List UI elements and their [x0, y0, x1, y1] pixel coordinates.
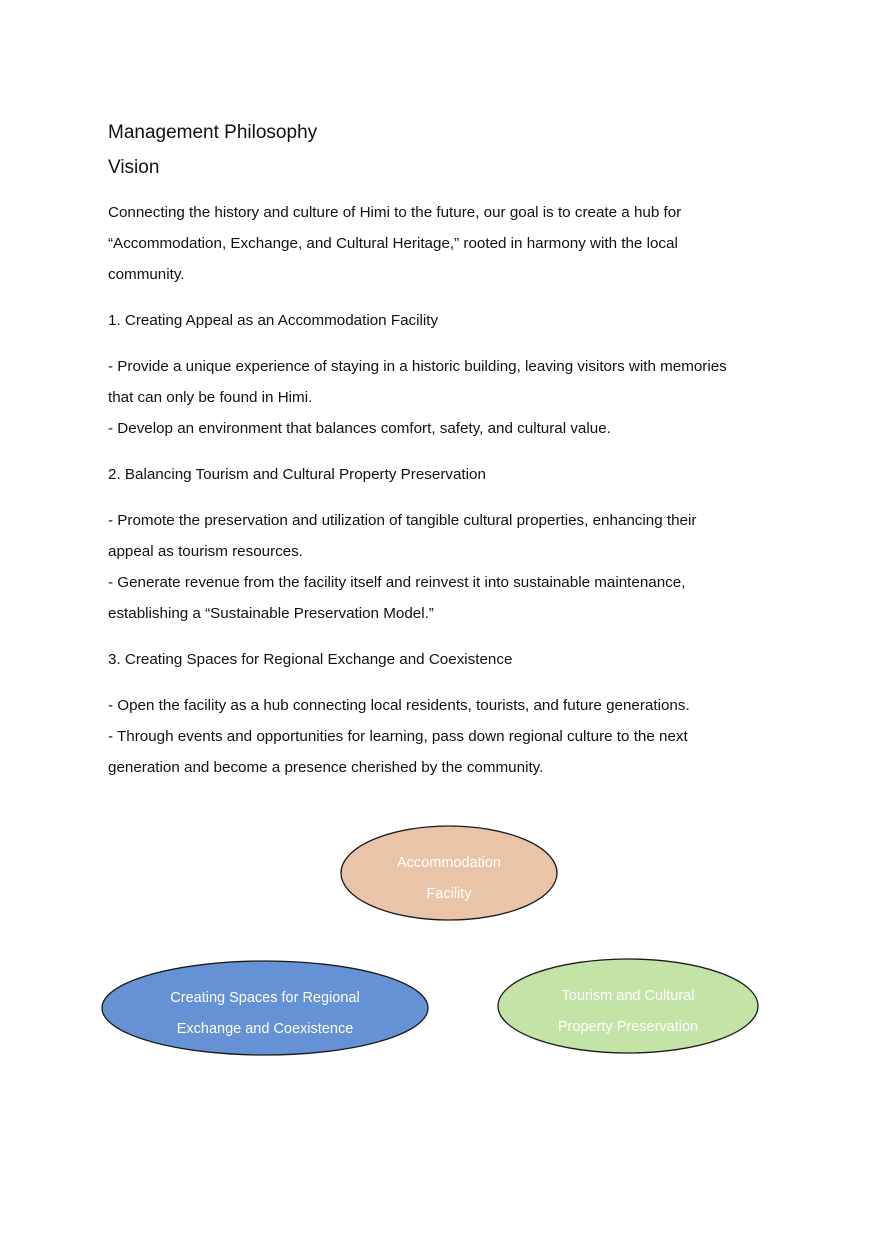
- section-line: generation and become a presence cherished by the community.: [108, 759, 544, 776]
- page-subtitle: Vision: [108, 157, 160, 178]
- section-line: that can only be found in Himi.: [108, 389, 313, 406]
- section-line: - Generate revenue from the facility itself and reinvest it into sustainable maintenance,: [108, 574, 686, 591]
- ellipse-label: Facility: [426, 886, 472, 902]
- section-line: - Promote the preservation and utilization of tangible cultural properties, enhancing their: [108, 512, 697, 529]
- ellipse-label: Tourism and Cultural: [561, 988, 695, 1004]
- regional-exchange-ellipse: [102, 961, 428, 1055]
- section-line: - Open the facility as a hub connecting local residents, tourists, and future generations.: [108, 697, 690, 714]
- tourism-preservation-ellipse: [498, 959, 758, 1053]
- section-line: - Provide a unique experience of staying in a historic building, leaving visitors with memories: [108, 358, 727, 375]
- section-line: establishing a “Sustainable Preservation Model.”: [108, 605, 434, 622]
- accommodation-ellipse: [341, 826, 557, 920]
- section-line: - Develop an environment that balances comfort, safety, and cultural value.: [108, 420, 611, 437]
- intro-line: Connecting the history and culture of Himi to the future, our goal is to create a hub for: [108, 204, 682, 221]
- section-heading: 3. Creating Spaces for Regional Exchange and Coexistence: [108, 651, 513, 668]
- intro-line: “Accommodation, Exchange, and Cultural Heritage,” rooted in harmony with the local: [108, 235, 678, 252]
- section-line: - Through events and opportunities for learning, pass down regional culture to the next: [108, 728, 688, 745]
- ellipse-label: Property Preservation: [557, 1019, 699, 1035]
- section-heading: 1. Creating Appeal as an Accommodation Facility: [108, 312, 439, 329]
- section-line: appeal as tourism resources.: [108, 543, 303, 560]
- intro-line: community.: [108, 266, 185, 283]
- ellipse-label: Creating Spaces for Regional: [170, 990, 360, 1006]
- ellipse-label: Exchange and Coexistence: [176, 1021, 354, 1037]
- page-title: Management Philosophy: [108, 122, 318, 143]
- ellipse-label: Accommodation: [397, 855, 501, 871]
- section-heading: 2. Balancing Tourism and Cultural Property Preservation: [108, 466, 486, 483]
